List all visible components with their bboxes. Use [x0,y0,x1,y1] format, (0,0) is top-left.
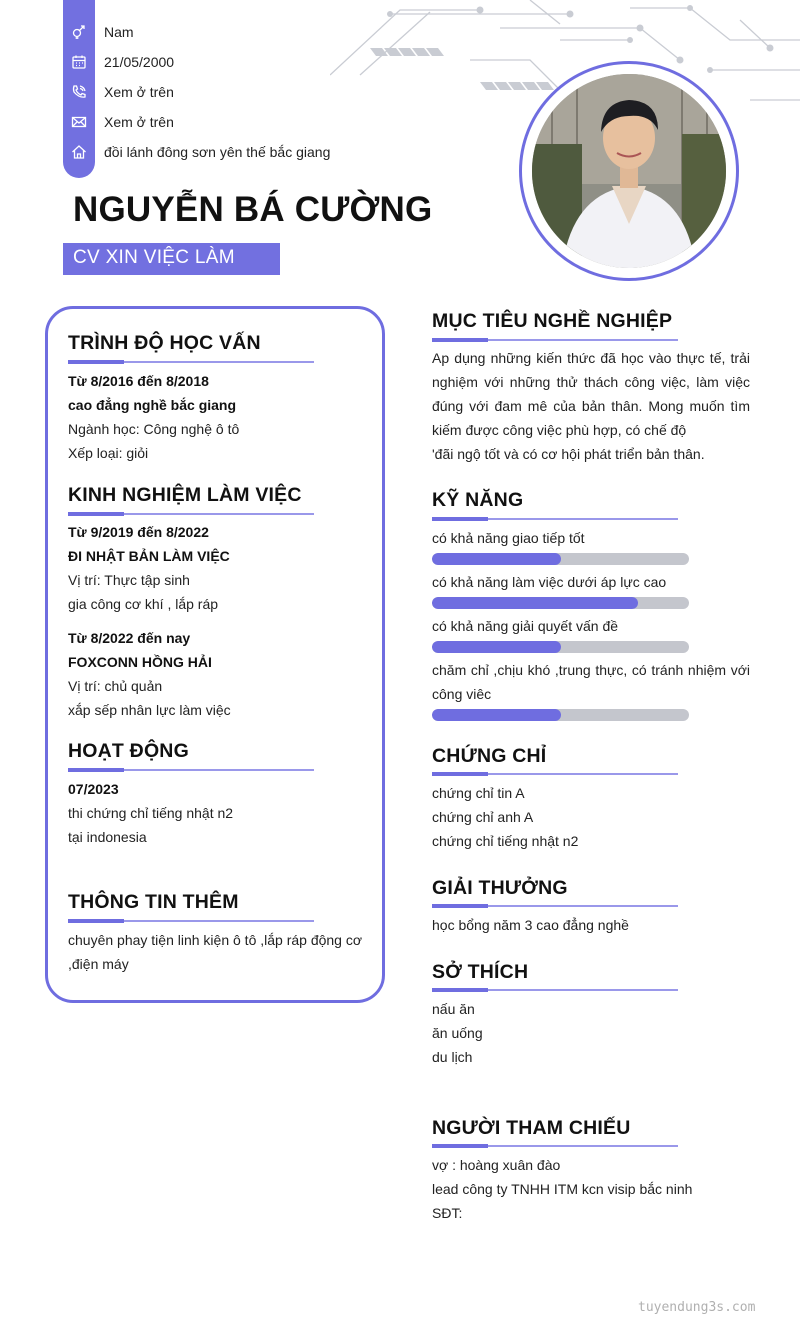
job-company: ĐI NHẬT BẢN LÀM VIỆC [68,548,230,564]
skill-bar-fill [432,641,561,653]
job-position: Vị trí: Thực tập sinh [68,572,190,588]
job-period: Từ 9/2019 đến 8/2022 [68,524,209,540]
job-description: xắp sếp nhân lực làm việc [68,702,231,718]
phone-icon [63,77,95,107]
awards-title: GIẢI THƯỞNG [432,877,568,899]
skill-bar-fill [432,709,561,721]
reference-item: lead công ty TNHH ITM kcn visip bắc ninh [432,1181,693,1197]
objective-line: đúng với đam mê của bản thân. Mong muốn tìm [432,398,750,414]
skill-label [432,662,750,678]
experience-title: KINH NGHIỆM LÀM VIỆC [68,484,302,506]
references-divider [432,1145,678,1147]
skills-divider [432,518,678,520]
activities-title: HOẠT ĐỘNG [68,740,189,762]
gender-text: Nam [104,24,134,40]
skill-bar-fill [432,553,561,565]
candidate-name: NGUYỄN BÁ CƯỜNG [73,190,433,229]
certificates-divider [432,773,678,775]
skill-bar [432,553,689,565]
skill-bar-fill [432,597,638,609]
objective-line: 'đãi ngộ tốt và có cơ hội phát triển bản thân. [432,446,705,462]
extra-info-line: chuyên phay tiện linh kiện ô tô ,lắp ráp động cơ [68,932,363,948]
hobby-item: du lịch [432,1049,473,1065]
certificate-item: chứng chỉ tiếng nhật n2 [432,833,579,849]
hobbies-divider [432,989,678,991]
skills-title: KỸ NĂNG [432,489,524,511]
hobby-item: ăn uống [432,1025,483,1041]
skill-label: có khả năng giải quyết vấn đề [432,618,619,634]
experience-divider [68,513,314,515]
skill-label: có khả năng làm việc dưới áp lực cao [432,574,667,590]
activities-divider [68,769,314,771]
education-period: Từ 8/2016 đến 8/2018 [68,373,209,389]
watermark: tuyendung3s.com [638,1300,756,1315]
objective-line: nghiệm với những thử thách công việc, làm việc [432,374,750,390]
education-school: cao đẳng nghề bắc giang [68,397,237,413]
award-item: học bổng năm 3 cao đẳng nghề [432,917,629,933]
skill-label-line: chăm chỉ ,chịu khó ,trung thực, có tránh nhiệm với [432,662,750,678]
gender-icon [63,17,95,47]
contact-birthday [63,47,174,77]
mail-icon [63,107,95,137]
job-period: Từ 8/2022 đến nay [68,630,191,646]
activity-date: 07/2023 [68,781,119,797]
objective-line: Ap dụng những kiến thức đã học vào thực tế, trải [432,350,750,366]
job-company: FOXCONN HỒNG HẢI [68,654,212,670]
cv-subtitle: CV XIN VIỆC LÀM [73,247,235,268]
certificates-title: CHỨNG CHỈ [432,745,547,767]
certificate-item: chứng chỉ tin A [432,785,525,801]
references-title: NGƯỜI THAM CHIẾU [432,1117,631,1139]
extra-info-line: ,điện máy [68,956,129,972]
skill-bar [432,709,689,721]
objective-text [432,346,750,466]
skill-bar [432,597,689,609]
education-divider [68,361,314,363]
objective-title: MỤC TIÊU NGHỀ NGHIỆP [432,310,673,332]
skill-label-line: công viêc [432,686,492,702]
reference-item: vợ : hoàng xuân đào [432,1157,561,1173]
email-text: Xem ở trên [104,114,174,130]
awards-divider [432,905,678,907]
objective-divider [432,339,678,341]
education-title: TRÌNH ĐỘ HỌC VẤN [68,332,261,354]
objective-line: kiếm được công việc phù hợp, có chế độ [432,422,687,438]
job-description: gia công cơ khí , lắp ráp [68,596,219,612]
job-position: Vị trí: chủ quản [68,678,163,694]
extra-info-divider [68,920,314,922]
contact-address [63,137,330,167]
contact-email [63,107,174,137]
reference-item: SĐT: [432,1205,463,1221]
hobbies-title: SỞ THÍCH [432,961,529,983]
education-grade: Xếp loại: giỏi [68,445,149,461]
avatar [532,74,726,268]
skill-bar [432,641,689,653]
hobby-item: nấu ăn [432,1001,475,1017]
contact-gender [63,17,134,47]
extra-info-title: THÔNG TIN THÊM [68,891,239,913]
contact-phone [63,77,174,107]
certificate-item: chứng chỉ anh A [432,809,534,825]
calendar-icon [63,47,95,77]
address-text: đồi lánh đông sơn yên thế bắc giang [104,144,331,160]
skill-label: có khả năng giao tiếp tốt [432,530,585,546]
phone-text: Xem ở trên [104,84,174,100]
education-major: Ngành học: Công nghệ ô tô [68,421,240,437]
birthday-text: 21/05/2000 [104,54,175,70]
activity-line: thi chứng chỉ tiếng nhật n2 [68,805,234,821]
activity-line: tại indonesia [68,829,147,845]
home-icon [63,137,95,167]
